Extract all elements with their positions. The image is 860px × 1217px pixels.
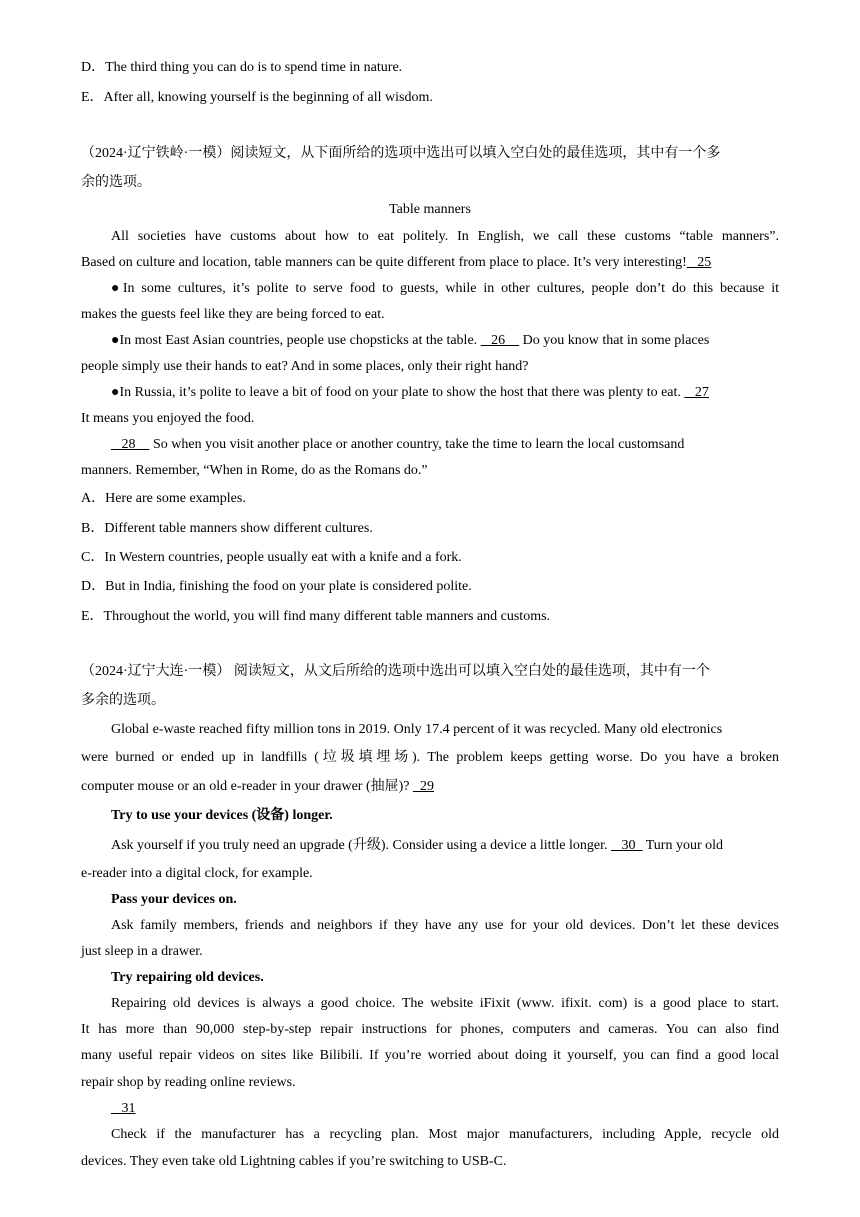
paragraph-line: Repairing old devices is always a good choice. The website iFixit (www. ifixit. com) is a good place to start. xyxy=(111,996,779,1011)
paragraph-line: repair shop by reading online reviews. xyxy=(81,1075,296,1090)
paragraph-line: people simply use their hands to eat? And in some places, only their right hand? xyxy=(81,359,529,374)
paragraph-line: were burned or ended up in landfills (垃圾填埋场). The problem keeps getting worse. Do you have a broken xyxy=(81,750,779,765)
source-note-cont: 余的选项。 xyxy=(81,175,151,190)
paragraph-line: many useful repair videos on sites like Bilibili. If you’re worried about doing it yourself, you can find a good local xyxy=(81,1048,779,1063)
paragraph-line: just sleep in a drawer. xyxy=(81,944,203,959)
option-e: E．After all, knowing yourself is the beginning of all wisdom. xyxy=(81,90,433,105)
paragraph-text: computer mouse or an old e-reader in your drawer (抽屉)? xyxy=(81,779,410,794)
paragraph-line: All societies have customs about how to eat politely. In English, we call these customs “table manners”. xyxy=(111,229,779,244)
paragraph-text: Do you know that in some places xyxy=(522,333,710,348)
section-heading: Try to use your devices (设备) longer. xyxy=(111,808,333,823)
option-e: E．Throughout the world, you will find many different table manners and customs. xyxy=(81,609,551,624)
paragraph-line xyxy=(81,777,779,797)
paragraph-text: So when you visit another place or another country, take the time to learn the local customsand xyxy=(153,437,685,452)
option-b: B．Different table manners show different cultures. xyxy=(81,521,373,536)
paragraph-text: Turn your old xyxy=(645,838,724,853)
paragraph-line: devices. They even take old Lightning cables if you’re switching to USB-C. xyxy=(81,1154,507,1169)
blank-25[interactable]: 25 xyxy=(686,255,712,270)
paragraph-line: Ask family members, friends and neighbors if they have any use for your old devices. Don’t let these devices xyxy=(111,918,779,933)
section-heading: Try repairing old devices. xyxy=(111,970,264,985)
source-note-cont: 多余的选项。 xyxy=(81,693,165,708)
paragraph-text: ●In most East Asian countries, people use chopsticks at the table. xyxy=(111,333,478,348)
paragraph-line xyxy=(111,435,779,455)
option-d: D．The third thing you can do is to spend time in nature. xyxy=(81,60,403,75)
paragraph-line: It has more than 90,000 step-by-step repair instructions for phones, computers and cameras. You can also find xyxy=(81,1022,779,1037)
paragraph-line: Global e-waste reached fifty million tons in 2019. Only 17.4 percent of it was recycled. Many old electronics xyxy=(111,722,723,737)
paragraph-line xyxy=(111,331,779,351)
paragraph-line xyxy=(111,1099,779,1119)
blank-26[interactable]: 26 xyxy=(480,333,520,348)
option-d: D．But in India, finishing the food on your plate is considered polite. xyxy=(81,579,472,594)
paragraph-line: It means you enjoyed the food. xyxy=(81,411,255,426)
option-c: C．In Western countries, people usually eat with a knife and a fork. xyxy=(81,550,462,565)
paragraph-line: Check if the manufacturer has a recycling plan. Most major manufacturers, including Apple, recycle old xyxy=(111,1127,779,1142)
section-heading: Pass your devices on. xyxy=(111,892,237,907)
blank-30[interactable]: 30 xyxy=(611,838,643,853)
paragraph-line: ●In some cultures, it’s polite to serve food to guests, while in other cultures, people don’t do this because it xyxy=(111,281,779,296)
paragraph-line xyxy=(81,253,779,273)
blank-28[interactable]: 28 xyxy=(111,437,150,452)
paragraph-text: Based on culture and location, table manners can be quite different from place to place. It’s very interesting! xyxy=(81,255,687,270)
source-note: （2024·辽宁铁岭·一模）阅读短文，从下面所给的选项中选出可以填入空白处的最佳选项，其中有一个多 xyxy=(81,146,721,161)
paragraph-text: ●In Russia, it’s polite to leave a bit of food on your plate to show the host that there was plenty to eat. xyxy=(111,385,681,400)
paragraph-line: e-reader into a digital clock, for example. xyxy=(81,866,313,881)
passage-title: Table manners xyxy=(389,202,471,217)
option-a: A．Here are some examples. xyxy=(81,491,246,506)
paragraph-line: manners. Remember, “When in Rome, do as the Romans do.” xyxy=(81,463,428,478)
blank-31[interactable]: 31 xyxy=(111,1101,136,1116)
blank-27[interactable]: 27 xyxy=(684,385,709,400)
source-note: （2024·辽宁大连·一模） 阅读短文，从文后所给的选项中选出可以填入空白处的最佳选项，其中有一个 xyxy=(81,664,710,679)
paragraph-text: Ask yourself if you truly need an upgrade (升级). Consider using a device a little longer. xyxy=(111,838,608,853)
blank-29[interactable]: 29 xyxy=(412,779,434,794)
paragraph-line: makes the guests feel like they are being forced to eat. xyxy=(81,307,385,322)
paragraph-line xyxy=(111,383,779,403)
paragraph-line xyxy=(111,836,779,856)
